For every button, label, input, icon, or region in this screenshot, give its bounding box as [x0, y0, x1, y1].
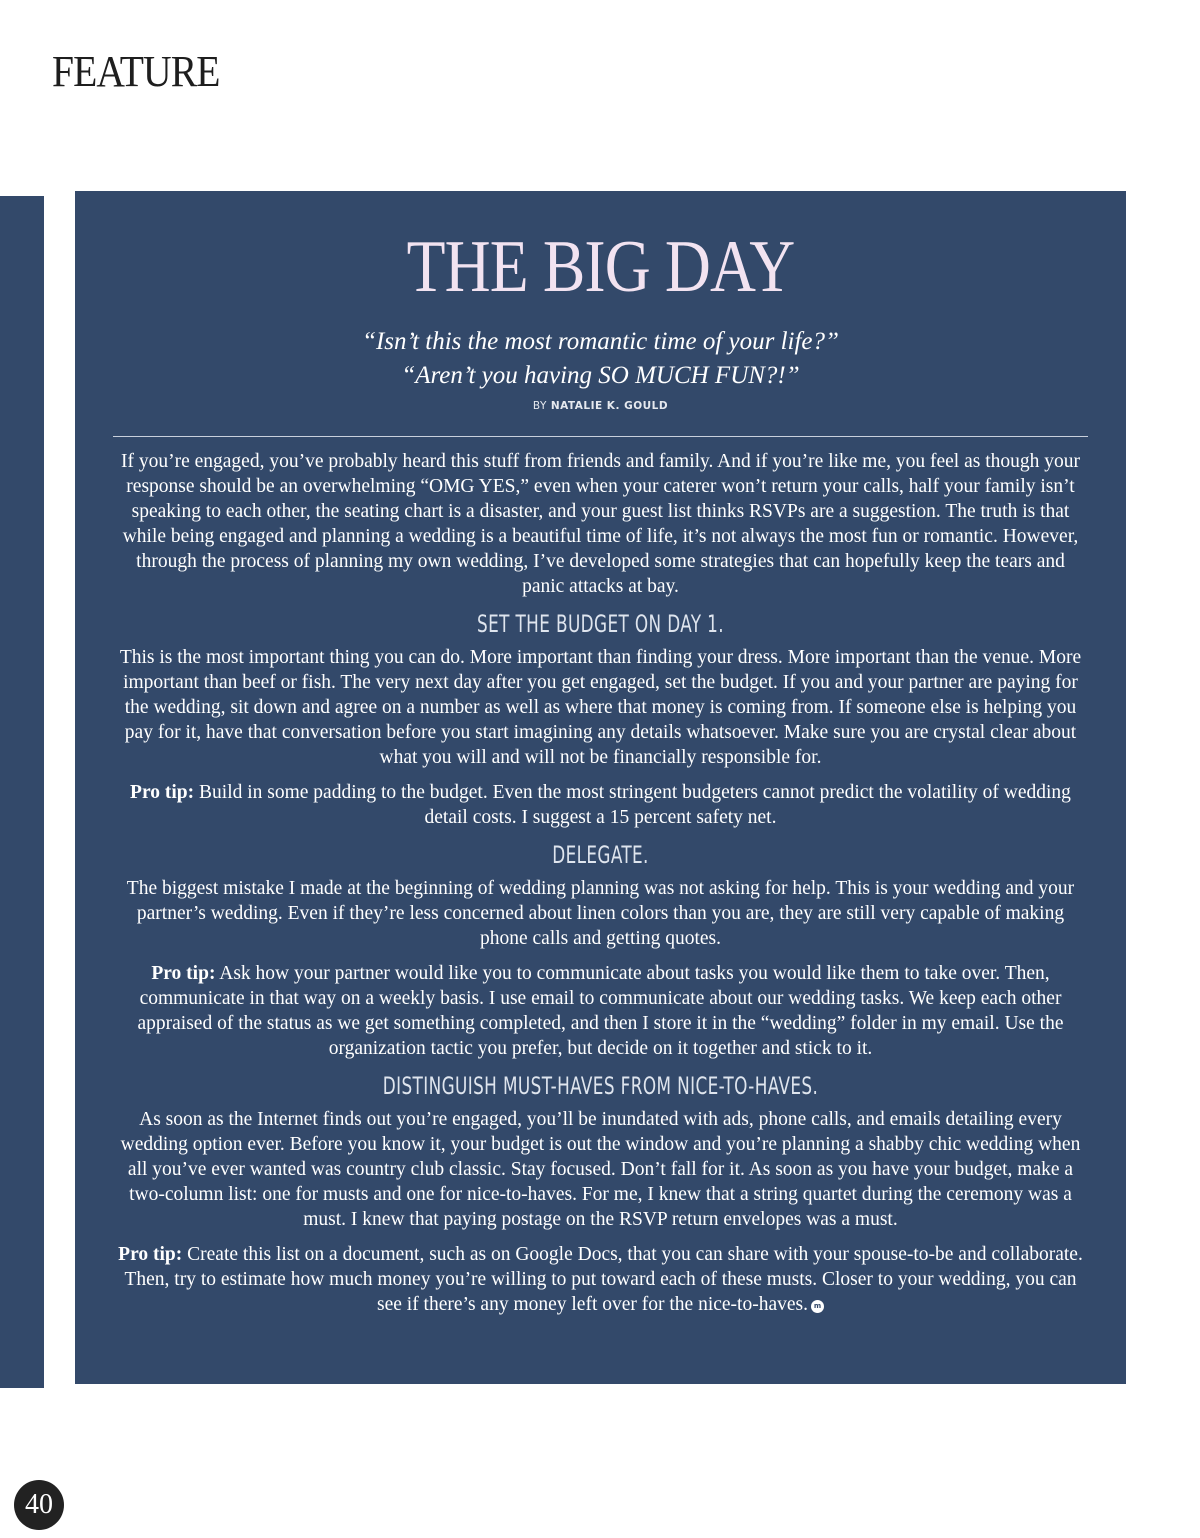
pro-tip	[113, 961, 1088, 1061]
pro-tip-label: Pro tip:	[118, 1244, 183, 1265]
article-panel	[75, 191, 1126, 1384]
section-heading: SET THE BUDGET ON DAY 1.	[476, 610, 725, 638]
section-delegate	[113, 840, 1088, 1061]
section-must-haves	[113, 1071, 1088, 1317]
side-color-bar	[0, 196, 44, 1388]
pull-quote-2: “Aren’t you having SO MUCH FUN?!”	[401, 362, 800, 389]
intro-paragraph: If you’re engaged, you’ve probably heard this stuff from friends and family. And if you’re like me, you feel as though your response should be an overwhelming “OMG YES,” even when your caterer won’t return your calls, half your family isn’t speaking to each other, the seating chart is a disaster, and your guest list thinks RSVPs are a suggestion. The truth is that while being engaged and planning a wedding is a beautiful time of life, it’s not always the most fun or romantic. However, through the process of planning my own wedding, I’ve developed some strategies that can hopefully keep the tears and panic attacks at bay.	[120, 451, 1081, 597]
pro-tip-text: Ask how your partner would like you to communicate about tasks you would like them to take over. Then, communicate in that way on a weekly basis. I use email to communicate about our wedding tasks. We keep each other appraised of the status as we get something completed, and then I store it in the “wedding” folder in my email. Use the organization tactic you prefer, but decide on it together and stick to it.	[137, 963, 1064, 1059]
section-body: As soon as the Internet finds out you’re engaged, you’ll be inundated with ads, phone calls, and emails detailing every wedding option ever. Before you know it, your budget is out the window and you’re planning a shabby chic wedding when all you’ve ever wanted was country club classic. Stay focused. Don’t fall for it. As soon as you have your budget, make a two-column list: one for musts and one for nice-to-haves. For me, I knew that a string quartet during the ceremony was a must. I knew that paying postage on the RSVP return envelopes was a must.	[120, 1109, 1081, 1230]
byline	[113, 399, 1088, 413]
pro-tip-text: Create this list on a document, such as on Google Docs, that you can share with your spouse-to-be and collaborate. Then, try to estimate how much money you’re willing to put toward each of these musts. Closer to your wedding, you can see if there’s any money left over for the nice-to-haves.	[124, 1244, 1083, 1315]
section-body: This is the most important thing you can do. More important than finding your dress. More important than the venue. More important than beef or fish. The very next day after you get engaged, set the budget. If you and your partner are paying for the wedding, sit down and agree on a number as well as where that money is coming from. If someone else is helping you pay for it, have that conversation before you start imagining any details whatsoever. Make sure you are crystal clear about what you will and will not be financially responsible for.	[119, 647, 1082, 768]
article-title: THE BIG DAY	[406, 226, 795, 308]
section-budget	[113, 609, 1088, 830]
pro-tip-label: Pro tip:	[151, 963, 216, 984]
byline-prefix: BY	[532, 400, 547, 412]
page-number: 40	[14, 1480, 64, 1530]
byline-author: NATALIE K. GOULD	[550, 400, 669, 412]
section-heading: DISTINGUISH MUST-HAVES FROM NICE-TO-HAVES.	[382, 1072, 819, 1100]
section-body: The biggest mistake I made at the beginning of wedding planning was not asking for help. This is your wedding and your partner’s wedding. Even if they’re less concerned about linen colors than you are, they are still very capable of making phone calls and getting quotes.	[126, 878, 1075, 949]
pull-quote-1: “Isn’t this the most romantic time of your life?”	[362, 328, 839, 355]
pro-tip-text: Build in some padding to the budget. Even the most stringent budgeters cannot predict the volatility of wedding detail costs. I suggest a 15 percent safety net.	[199, 782, 1071, 828]
pro-tip-label: Pro tip:	[130, 782, 195, 803]
pro-tip	[113, 1242, 1088, 1317]
end-mark-icon: m	[811, 1300, 824, 1313]
divider-rule	[113, 436, 1088, 437]
section-label: FEATURE	[52, 47, 220, 96]
pro-tip	[113, 780, 1088, 830]
section-heading: DELEGATE.	[552, 841, 649, 869]
